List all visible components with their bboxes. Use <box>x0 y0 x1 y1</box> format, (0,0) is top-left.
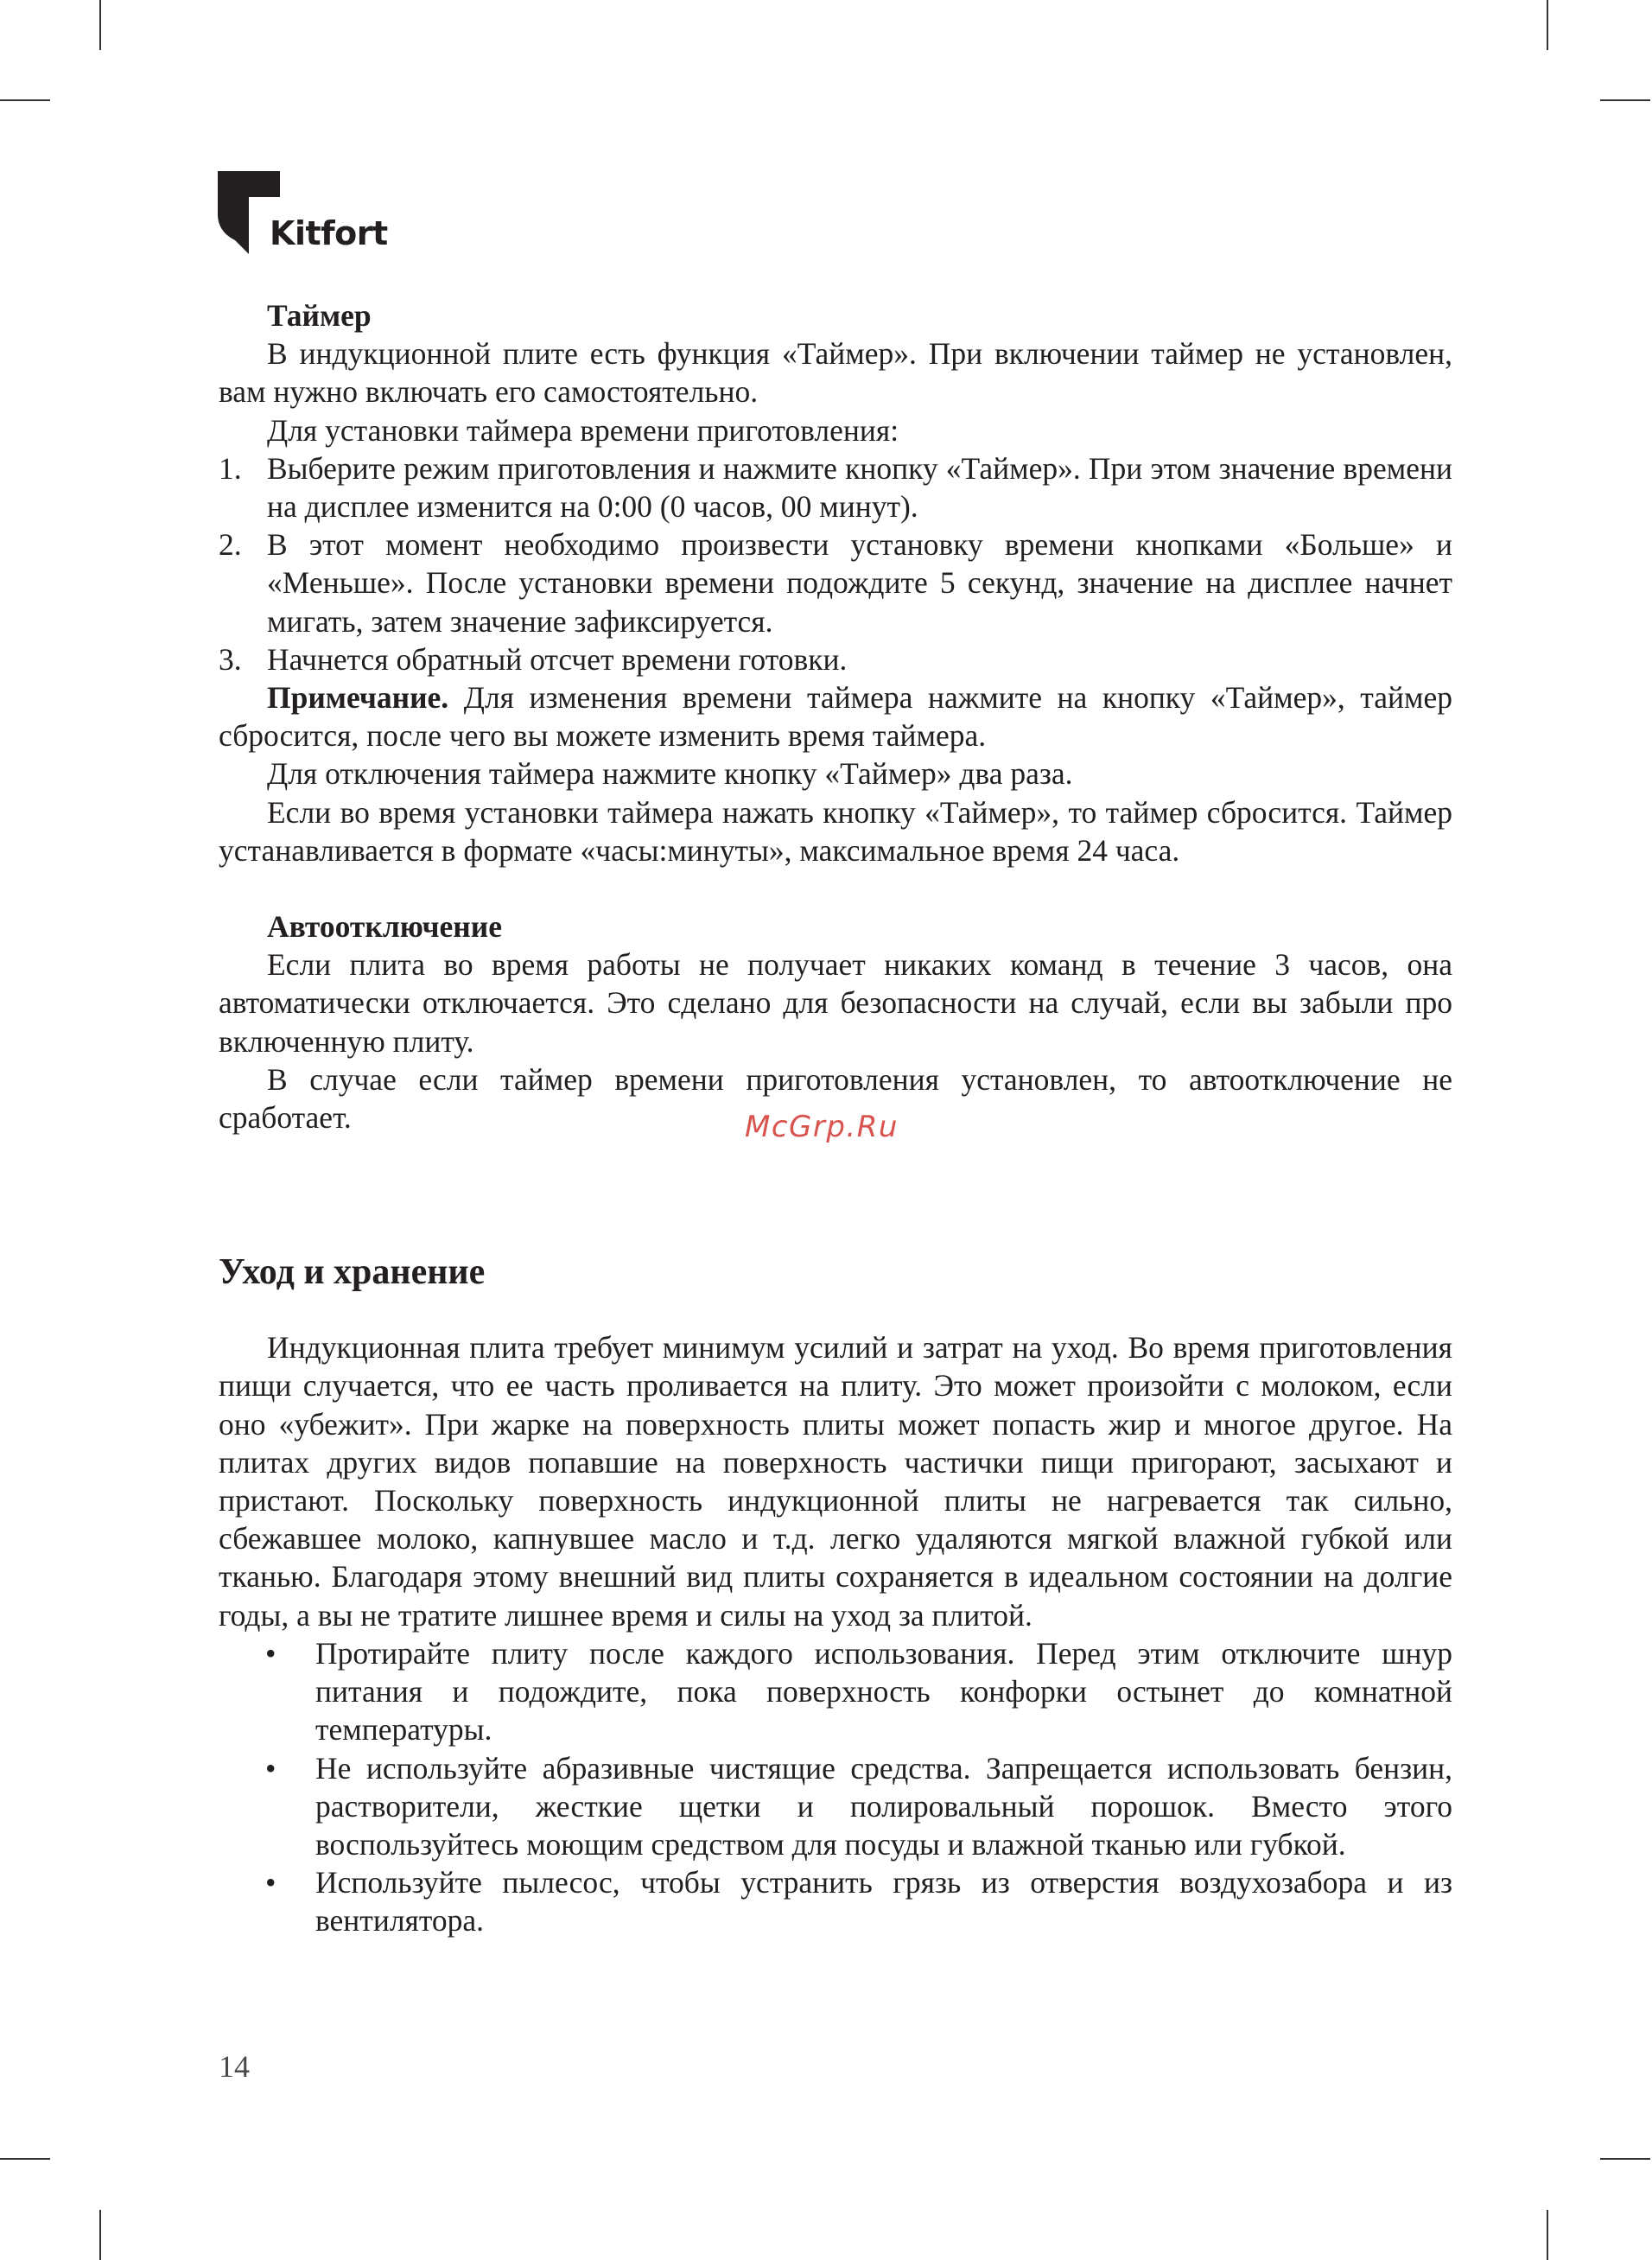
paragraph: Если во время установки таймера нажать кнопку «Таймер», то таймер сбросится. Таймер устанавливается в формате «часы:минуты», максимальное время 24 часа. <box>219 794 1452 868</box>
section-heading: Автоотключение <box>267 909 502 945</box>
list-item-text: Не используйте абразивные чистящие средства. Запрещается использовать бензин, растворители, жесткие щетки и полировальный порошок. Вместо этого воспользуйтесь моющим средством для посуды и влажной тканью или губкой. <box>315 1750 1452 1862</box>
list-item <box>219 449 1452 525</box>
list-item <box>219 1634 1452 1749</box>
note-paragraph <box>219 678 1452 754</box>
crop-mark <box>99 2210 101 2260</box>
brand-name: Kitfort <box>270 214 388 252</box>
bullet: • <box>265 1750 276 1786</box>
list-item <box>219 1863 1452 1939</box>
list-item-text: Протирайте плиту после каждого использования. Перед этим отключите шнур питания и подождите, пока поверхность конфорки остынет до комнатной температуры. <box>315 1635 1452 1748</box>
crop-mark <box>1600 99 1650 101</box>
list-number: 2. <box>219 527 242 563</box>
note-text: Для изменения времени таймера нажмите на кнопку «Таймер», таймер сбросится, после чего вы можете изменить время таймера. <box>219 680 1452 754</box>
crop-mark <box>1547 2210 1548 2260</box>
bullet: • <box>265 1635 276 1671</box>
bullet: • <box>265 1865 276 1900</box>
paragraph: В случае если таймер времени приготовления установлен, то автоотключение не сработает. <box>219 1061 1452 1136</box>
paragraph: Индукционная плита требует минимум усилий и затрат на уход. Во время приготовления пищи случается, что ее часть проливается на плиту. Это может произойти с молоком, если оно «убежит». При жарке на поверхность плиты может попасть жир и многое другое. На плитах других видов попавшие на поверхность частички пищи пригорают, засыхают и пристают. Поскольку поверхность индукционной плиты не нагревается так сильно, сбежавшее молоко, капнувшее масло и т.д. легко удаляются мягкой влажной губкой или тканью. Благодаря этому внешний вид плиты сохраняется в идеальном состоянии на долгие годы, а вы не тратите лишнее время и силы на уход за плитой. <box>219 1330 1452 1633</box>
watermark: McGrp.Ru <box>745 1110 899 1144</box>
list-item-text: В этот момент необходимо произвести установку времени кнопками «Больше» и «Меньше». После установки времени подождите 5 секунд, значение на дисплее начнет мигать, затем значение зафиксируется. <box>267 527 1452 639</box>
paragraph: Если плита во время работы не получает никаких команд в течение 3 часов, она автоматически отключается. Это сделано для безопасности на случай, если вы забыли про включенную плиту. <box>219 947 1452 1059</box>
list-item <box>219 525 1452 640</box>
paragraph: В индукционной плите есть функция «Таймер». При включении таймер не установлен, вам нужно включать его самостоятельно. <box>219 336 1452 410</box>
crop-mark <box>0 99 50 101</box>
page-number: 14 <box>219 2049 250 2084</box>
section-title: Уход и хранение <box>219 1252 486 1293</box>
list-number: 1. <box>219 450 242 486</box>
list-item-text: Используйте пылесос, чтобы устранить грязь из отверстия воздухозабора и из вентилятора. <box>315 1865 1452 1939</box>
list-item-text: Выберите режим приготовления и нажмите кнопку «Таймер». При этом значение времени на дисплее изменится на 0:00 (0 часов, 00 минут). <box>267 450 1452 525</box>
crop-mark <box>1547 0 1548 50</box>
paragraph: Для установки таймера времени приготовления: <box>267 412 899 448</box>
list-item <box>219 640 1452 678</box>
list-item-text: Начнется обратный отсчет времени готовки. <box>267 641 848 677</box>
paragraph: Для отключения таймера нажмите кнопку «Таймер» два раза. <box>267 756 1073 792</box>
crop-mark <box>1600 2158 1650 2160</box>
section-heading: Таймер <box>267 298 372 333</box>
list-number: 3. <box>219 641 242 677</box>
crop-mark <box>99 0 101 50</box>
crop-mark <box>0 2158 50 2160</box>
note-label: Примечание. <box>267 680 449 716</box>
list-item <box>219 1749 1452 1864</box>
